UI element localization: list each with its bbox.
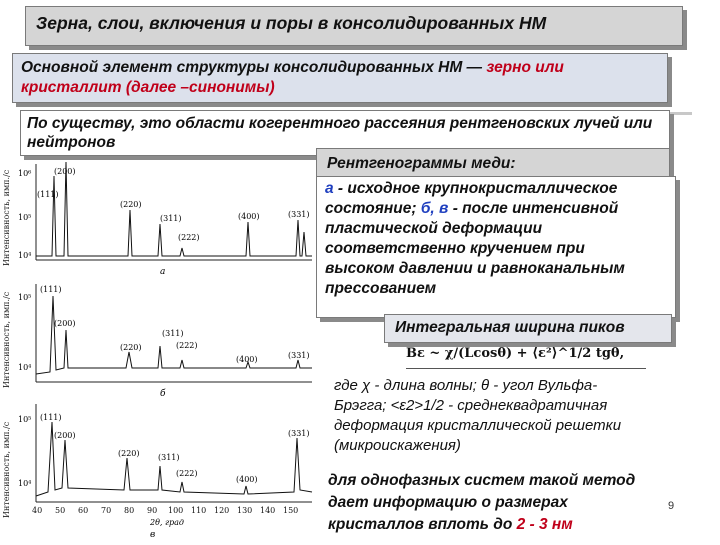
slide-title-text: Зерна, слои, включения и поры в консолидированных НМ: [36, 13, 547, 33]
single-line3b: 2 - 3 нм: [516, 516, 573, 533]
desc-line2b: б, в: [420, 200, 449, 217]
peak-a-311: (311): [160, 214, 182, 223]
slide-title: [25, 6, 683, 46]
main-element-box: [12, 53, 668, 103]
panel-a-label: а: [160, 267, 166, 277]
peak-a-111: (111): [37, 190, 59, 199]
peak-b-111: (111): [40, 285, 62, 294]
xtick-70: 70: [101, 506, 112, 515]
xtick-group: [32, 506, 298, 515]
peak-b-222: (222): [176, 341, 198, 350]
integral-width-text: Интегральная ширина пиков: [395, 319, 625, 336]
peak-a-200: (200): [54, 167, 76, 176]
peak-b-331: (331): [288, 351, 310, 360]
desc-line6: прессованием: [325, 280, 437, 297]
peak-c-220: (220): [118, 449, 140, 458]
peak-c-111: (111): [40, 413, 62, 422]
where-line2: Брэгга; <ε2>1/2 - среднеквадратичная: [334, 397, 608, 414]
xaxis-label: 2θ, град: [150, 518, 184, 527]
single-line2: дает информацию о размерах: [328, 494, 568, 511]
desc-a: а: [325, 180, 334, 197]
panel-b-ytick-1: 10⁵: [18, 293, 32, 302]
peak-c-331: (331): [288, 429, 310, 438]
peak-a-220: (220): [120, 200, 142, 209]
single-line3a: кристаллов вплоть до: [328, 516, 517, 533]
peak-b-311: (311): [162, 329, 184, 338]
integral-width-box: [384, 314, 672, 343]
peak-c-311: (311): [158, 453, 180, 462]
xtick-60: 60: [78, 506, 89, 515]
xtick-110: 110: [191, 506, 207, 515]
substance-text: По существу, это области когерентного рассеяния рентгеновских лучей или нейтронов: [27, 115, 653, 151]
where-text: [334, 376, 674, 456]
xray-title: Рентгенограммы меди:: [327, 155, 516, 172]
peak-c-400: (400): [236, 475, 258, 484]
divider-rule: [668, 112, 692, 115]
peak-b-400: (400): [236, 355, 258, 364]
panel-b-label: б: [160, 389, 166, 399]
xtick-50: 50: [55, 506, 66, 515]
xtick-120: 120: [214, 506, 230, 515]
panel-c-ytick-1: 10⁵: [18, 415, 32, 424]
xtick-80: 80: [124, 506, 135, 515]
xtick-140: 140: [260, 506, 276, 515]
single-phase-text: [328, 470, 688, 536]
ylabel-a: Интенсивность, имп./с: [2, 169, 11, 266]
desc-line3: пластической деформации: [325, 220, 543, 237]
main-element-text: Основной элемент структуры консолидированных НМ —: [21, 59, 487, 76]
panel-c-label: в: [150, 530, 156, 540]
desc-line1: - исходное крупнокристаллическое: [333, 180, 618, 197]
description-box: [316, 176, 676, 318]
desc-line4: соответственно кручением при: [325, 240, 585, 257]
xtick-100: 100: [168, 506, 184, 515]
ylabel-b: Интенсивность, имп./с: [2, 291, 11, 388]
xtick-130: 130: [237, 506, 253, 515]
pattern-a-curve: [36, 162, 312, 256]
main-element-line2: кристаллит (далее –синонимы): [21, 79, 275, 96]
peak-b-220: (220): [120, 343, 142, 352]
panel-a-ytick-3: 10⁴: [18, 251, 32, 260]
peak-c-200: (200): [54, 431, 76, 440]
peak-c-222: (222): [176, 469, 198, 478]
xrd-figure: [0, 156, 316, 540]
where-line4: (микроискажения): [334, 437, 461, 454]
formula: Bε ~ χ/(Lcosθ) + ⟨ε²⟩^1/2 tgθ,: [406, 346, 646, 369]
panel-a-ytick-2: 10⁵: [18, 213, 32, 222]
single-line1: для однофазных систем такой метод: [328, 472, 636, 489]
desc-line5: высоком давлении и равноканальным: [325, 260, 625, 277]
page-number: 9: [668, 500, 675, 512]
panel-c-ytick-2: 10⁴: [18, 479, 32, 488]
xtick-40: 40: [32, 506, 43, 515]
main-element-accent: зерно или: [486, 59, 564, 76]
panel-a-ytick-1: 10⁶: [18, 169, 32, 178]
desc-line2-rest: - после интенсивной: [448, 200, 619, 217]
desc-line2a: состояние;: [325, 200, 421, 217]
ylabel-c: Интенсивность, имп./с: [2, 421, 11, 518]
where-line3: деформация кристаллической решетки: [334, 417, 622, 434]
peak-a-222: (222): [178, 233, 200, 242]
xrd-svg: [0, 156, 316, 540]
xtick-90: 90: [147, 506, 158, 515]
peak-b-200: (200): [54, 319, 76, 328]
peak-a-400: (400): [238, 212, 260, 221]
peak-a-331: (331): [288, 210, 310, 219]
where-line1: где χ - длина волны; θ - угол Вульфа-: [334, 377, 598, 394]
xtick-150: 150: [283, 506, 299, 515]
panel-b-ytick-2: 10⁴: [18, 363, 32, 372]
